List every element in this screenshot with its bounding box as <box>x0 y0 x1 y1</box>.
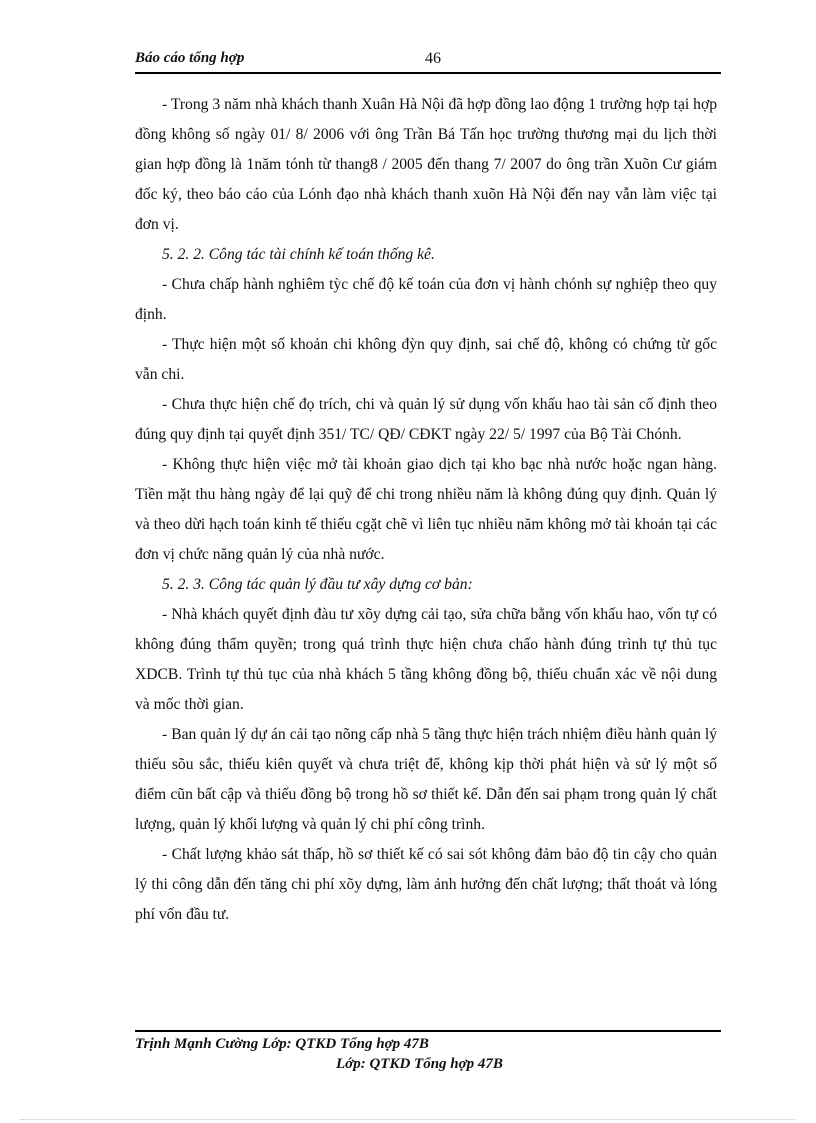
document-body <box>135 90 717 930</box>
paragraph: - Thực hiện một số khoản chi không đỳn quy định, sai chế độ, không có chứng từ gốc vẫn chi. <box>135 336 717 383</box>
paragraph: - Chưa chấp hành nghiêm tỳc chế độ kế toán của đơn vị hành chónh sự nghiệp theo quy định. <box>135 276 717 323</box>
paragraph: - Chưa thực hiện chế đọ trích, chi và quản lý sử dụng vốn khấu hao tài sản cố định theo đúng quy định tại quyết định 351/ TC/ QĐ/ CĐKT ngày 22/ 5/ 1997 của Bộ Tài Chónh. <box>135 396 717 443</box>
page-header <box>135 48 721 74</box>
page-number: 46 <box>425 50 441 67</box>
page-bottom-border <box>20 1119 796 1120</box>
footer-author: Trịnh Mạnh Cường Lớp: QTKD Tổng hợp 47B <box>135 1036 429 1052</box>
header-title: Báo cáo tổng hợp <box>135 50 245 66</box>
paragraph: - Không thực hiện việc mở tài khoản giao dịch tại kho bạc nhà nước hoặc ngan hàng. Tiền mặt thu hàng ngày để lại quỹ để chi trong nhiều năm là không đúng quy định. Quản lý và theo dừi hạch toán kinh tế thiếu cgặt chẽ vì liên tục nhiều năm không mở tài khoản tại các đơn vị chức năng quản lý của nhà nước. <box>135 456 717 563</box>
paragraph: - Trong 3 năm nhà khách thanh Xuân Hà Nội đã hợp đồng lao động 1 trường hợp tại hợp đồng không số ngày 01/ 8/ 2006 với ông Trần Bá Tấn học trường thương mại du lịch thời gian hợp đồng là 1năm tónh từ thang8 / 2005 đến thang 7/ 2007 do ông trần Xuõn Cư giám đốc ký, theo báo cáo của Lónh đạo nhà khách thanh xuõn Hà Nội đến nay vẫn làm việc tại đơn vị. <box>135 96 717 233</box>
section-heading: 5. 2. 3. Công tác quản lý đầu tư xây dựng cơ bản: <box>162 576 473 593</box>
paragraph: - Nhà khách quyết định đàu tư xõy dựng cải tạo, sửa chữa bằng vốn khấu hao, vốn tự có không đúng thẩm quyền; trong quá trình thực hiện chưa chấo hành đúng trình tự thủ tục XDCB. Trình tự thủ tục của nhà khách 5 tầng không đồng bộ, thiếu chuẩn xác về nội dung và mốc thời gian. <box>135 606 717 713</box>
section-heading: 5. 2. 2. Công tác tài chính kế toán thống kê. <box>162 246 435 263</box>
paragraph: - Chất lượng khảo sát thấp, hồ sơ thiết kế có sai sót không đảm bảo độ tin cậy cho quản lý thi công dẫn đến tăng chi phí xõy dựng, làm ảnh hưởng đến chất lượng; thất thoát và lóng phí vốn đầu tư. <box>135 846 717 923</box>
footer-class: Lớp: QTKD Tổng hợp 47B <box>336 1056 503 1072</box>
footer-divider <box>135 1030 721 1032</box>
paragraph: - Ban quản lý dự án cải tạo nõng cấp nhà 5 tầng thực hiện trách nhiệm điều hành quản lý thiếu sõu sắc, thiếu kiên quyết và chưa triệt để, không kịp thời phát hiện và sử lý một số điểm cũn bất cập và thiếu đồng bộ trong hồ sơ thiết kế. Dẫn đến sai phạm trong quản lý chất lượng, quản lý khối lượng và quản lý chi phí công trình. <box>135 726 717 833</box>
